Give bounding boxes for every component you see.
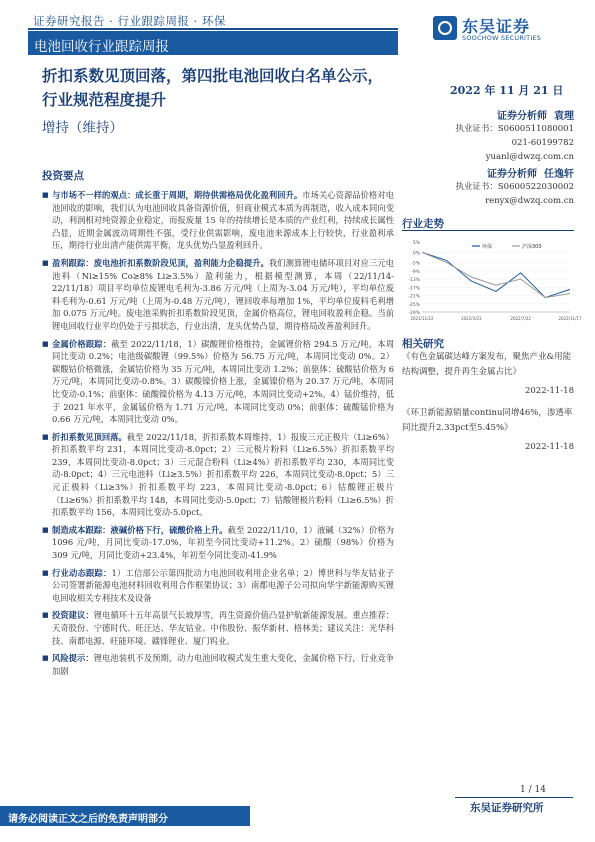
point-6: ■ 行业动态跟踪：1）工信部公示第四批动力电池回收利用企业名单；2）博世科与华友钴业子公司签署新能源电池材料回收利用合作框架协议；3）南都电源子公司拟向华宇新能源购买锂电回收相关专利技术及设备: [42, 567, 394, 605]
y-tick-label: -9%: [411, 269, 420, 275]
trend-chart: [402, 234, 582, 326]
point-1: ■ 与市场不一样的观点：成长重于周期，期待供需格局优化盈利回升。市场关心资源品价格对电池回收的影响，我们认为电池回收具备资源价值，但商业模式本质为再制造，收入成本同向变动，利润相对纯资源企业稳定，而报废量 15 年的持续增长是本质的产业红利，持续成长属性凸显，近期金属波动周期性不强，受行业供需影响，废电池来源成本上行较快，行业盈利承压，期待行业出清产能供需平衡，龙头优势凸显盈利回升。: [42, 189, 394, 252]
point-7: ■ 投资建议：锂电循环十五年高景气长坡厚雪，再生资源价值凸显护航新能源发展。重点推荐：天奇股份、宁德时代、旺汪达、华友钴业、中伟股份、振华新材、格林美；建议关注：光华科技、南都电源、旺能环境、赣锋锂业、厦门钨业。: [42, 609, 394, 647]
page-divider: [455, 797, 573, 798]
analyst-2-email[interactable]: renyx@dwzq.com.cn: [485, 196, 574, 206]
related-heading: 相关研究: [402, 338, 444, 350]
y-tick-label: 0%: [412, 251, 420, 257]
analyst-2: 证券分析师 任逸轩: [487, 169, 574, 180]
disclaimer-banner: [0, 806, 250, 826]
y-tick-label: -25%: [408, 302, 420, 308]
analyst-2-details: [420, 180, 574, 208]
analyst-2-cert: 执业证书：S0600522030002: [455, 182, 574, 192]
y-tick-label: -13%: [408, 278, 420, 284]
footer-org: 东吴证券研究所: [470, 802, 544, 814]
x-tick-label: 2022/11/17: [558, 316, 582, 321]
report-title: 折扣系数见顶回落，第四批电池回收白名单公示，行业规范程度提升: [42, 66, 384, 109]
logo-name-cn: 东吴证券: [462, 17, 531, 36]
series-line-1: [422, 252, 570, 297]
analyst-1: 证券分析师 袁理: [497, 111, 574, 122]
related-item-2[interactable]: 《环卫新能源销量continu同增46%，渗透率同比提升2.33pct至5.45%》: [402, 408, 573, 433]
analyst-1-details: [420, 122, 574, 164]
related-date-1: 2022-11-18: [524, 386, 574, 396]
point-8: ■ 风险提示：锂电池装机不及预期，动力电池回收模式发生重大变化，金属价格下行，行业竞争加剧: [42, 652, 394, 677]
trend-heading: 行业走势: [402, 218, 444, 230]
rating: 增持（维持）: [42, 120, 123, 136]
page-number: 1 / 14: [520, 785, 546, 795]
analyst-1-email[interactable]: yuanl@dwzq.com.cn: [485, 152, 574, 162]
disclaimer-text[interactable]: 请务必阅读正文之后的免责声明部分: [8, 814, 168, 825]
x-tick-label: 2022/7/22: [510, 316, 531, 321]
x-tick-label: 2022/3/23: [461, 316, 482, 321]
point-5: ■ 制造成本跟踪：液碱价格下行，硫酸价格上升。截至 2022/11/10，1）液碱（32%）价格为 1096 元/吨，月同比变动-17.0%，年初至今同比变动+11.2%。2）硫酸（98%）价格为 309 元/吨，月同比变动+23.4%，年初至今同比变动-41.9%: [42, 524, 394, 562]
report-category: 证券研究报告 · 行业跟踪周报 · 环保: [33, 14, 226, 28]
related-item-1[interactable]: 《有色金属碳达峰方案发布，聚焦产业&用能结构调整，提升再生金属占比》: [402, 352, 572, 377]
analyst-block-2: [420, 165, 574, 180]
analyst-1-cert: 执业证书：S0600511080001: [455, 124, 574, 134]
analyst-1-phone: 021-60199782: [511, 138, 574, 148]
point-2: ■ 盈利跟踪：废电池折扣系数阶段见顶，盈利能力企稳提升。我们测算锂电储环项目对应三元电池料（Ni≥15% Co≥8% Li≥3.5%）盈利能力，根据模型测算，本周（22/11/14-22/11/18）项目平均单位废锂电毛利为-3.86 万元/吨（上周为-3.04 万元/吨），平均单位废料毛利为-0.61 万元/吨（上周为-0.48 万元/吨），锂回收率每增加 1%，平均单位废料毛利增加 0.075 万元/吨。废电池采购折扣系数阶段见顶，金属价格高位，锂电回收盈利企稳。当前锂电回收行业平均仍处于亏损状态，行业出清，龙头优势凸显，期待格局改善盈利回升。: [42, 257, 394, 333]
analyst-block-1: [452, 107, 574, 122]
trend-divider: [402, 230, 574, 231]
series-title: 电池回收行业跟踪周报: [34, 39, 169, 55]
report-date: 2022 年 11 月 21 日: [450, 84, 564, 97]
y-tick-label: 5%: [412, 241, 420, 246]
logo-name-en: SOOCHOW SECURITIES: [462, 34, 542, 42]
soochow-logo-icon: [433, 16, 457, 40]
y-tick-label: -29%: [408, 311, 420, 316]
investment-points: [42, 168, 394, 682]
series-banner: [28, 31, 398, 55]
y-tick-label: -21%: [408, 294, 420, 300]
legend-label: 环保: [482, 244, 493, 250]
point-3: ■ 金属价格跟踪：截至 2022/11/18，1）碳酸锂价格维持，金属锂价格 294.5 万元/吨，本周同比变动 0.2%；电池级碳酸锂（99.5%）价格为 56.75 万元/吨，本周同比变动 0%。2）碳酸钴价格微涨，金属钴价格为 35 万元/吨，本周同比变动 1.2%；前驱体：硫酸钴价格为 6 万元/吨，本周同比变动-0.8%。3）碳酸镍价格上涨，金属镍价格为 20.37 万元/吨，本周同比变动-0.1%；前驱体：硫酸镍价格为 4.13 万元/吨，本周同比变动+2%。4）锰价维持，低于 2021 年水平，金属锰价格为 1.71 万元/吨，本周同比变动 0%；前驱体：硫酸锰价格为 0.66 万元/吨，本周同比变动 0%。: [42, 338, 394, 426]
y-tick-label: -17%: [408, 286, 420, 292]
related-list: [402, 350, 574, 452]
y-tick-label: -5%: [411, 261, 420, 267]
legend-label: 沪深300: [522, 244, 542, 250]
related-date-2: 2022-11-18: [524, 442, 574, 452]
investment-heading: 投资要点: [42, 170, 84, 182]
x-tick-label: 2021/11/22: [410, 316, 434, 321]
point-4: ■ 折扣系数见顶回落。截至 2022/11/18，折扣系数本周维持，1）报废三元正极片（Li≥6%）折扣系数平均 231，本周同比变动-8.0pct；2）三元极片粉料（Li≥6.5%）折扣系数平均 239，本周同比变动-8.0pct；3）三元混合粉料（Li≥4%）折扣系数平均 230，本周同比变动-8.0pct；4）三元电池料（Li≥3.5%）折扣系数平均 226，本周同比变动-8.0pct；5）三元正极料（Li≥3%）折扣系数平均 223，本周同比变动-8.0pct；6）钴酸锂正极片（Li≥6%）折扣系数平均 148，本周同比变动-5.0pct；7）钴酸锂极片粉料（Li≥6.5%）折扣系数平均 156，本周同比变动-5.0pct。: [42, 431, 394, 519]
